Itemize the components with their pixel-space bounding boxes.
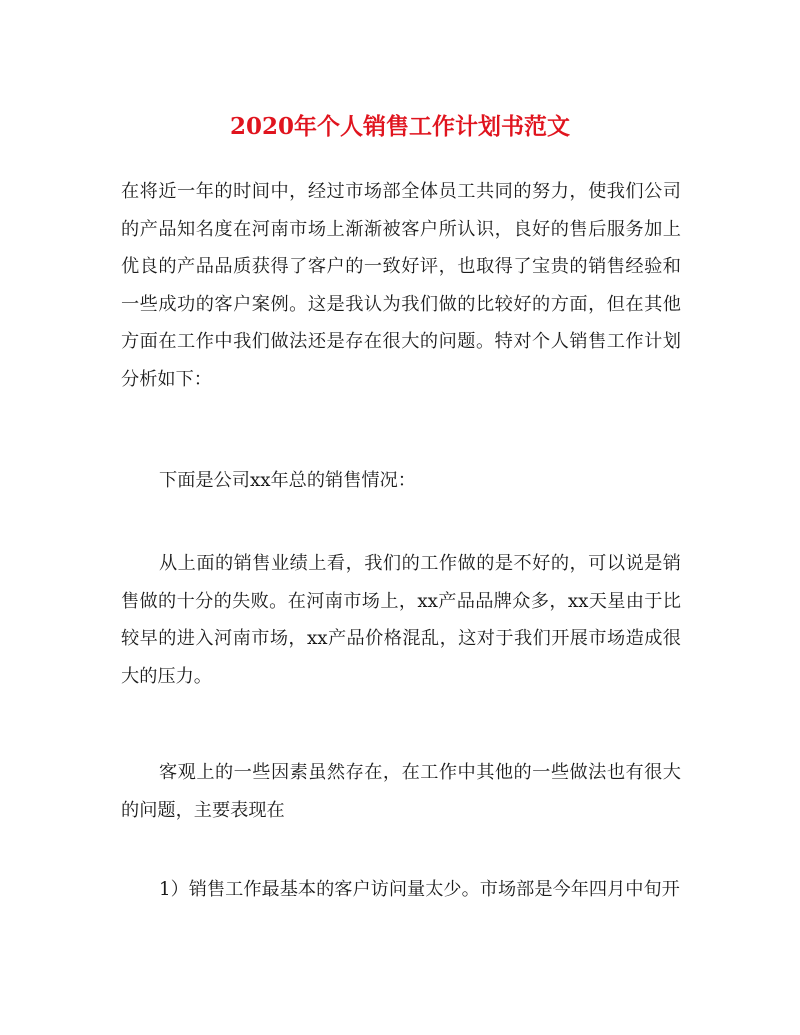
paragraph-point-1: 1）销售工作最基本的客户访问量太少。市场部是今年四月中旬开 — [159, 879, 680, 900]
paragraph-problems: 客观上的一些因素虽然存在，在工作中其他的一些做法也有很大的问题，主要表现在 — [121, 762, 681, 821]
document-title: 2020年个人销售工作计划书范文 — [229, 113, 570, 140]
paragraph-intro: 在将近一年的时间中，经过市场部全体员工共同的努力，使我们公司的产品知名度在河南市场上渐渐被客户所认识，良好的售后服务加上优良的产品品质获得了客户的一致好评，也取得了宝贵的销售经验和一些成功的客户案例。这是我认为我们做的比较好的方面，但在其他方面在工作中我们做法还是存在很大的问题。特对个人销售工作计划分析如下： — [121, 181, 681, 390]
paragraph-sales-summary: 下面是公司xx年总的销售情况： — [159, 470, 416, 491]
paragraph-performance: 从上面的销售业绩上看，我们的工作做的是不好的，可以说是销售做的十分的失败。在河南市场上，xx产品品牌众多，xx天星由于比较早的进入河南市场，xx产品价格混乱，这对于我们开展市场造成很大的压力。 — [121, 553, 681, 687]
